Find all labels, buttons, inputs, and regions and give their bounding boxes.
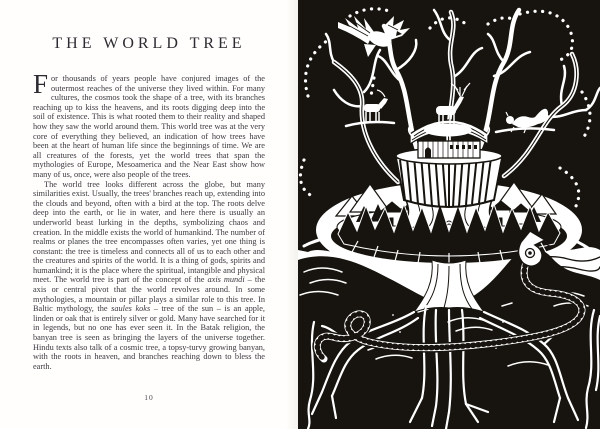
term-saules-koks: saules koks [111, 304, 151, 314]
world-tree-illustration [298, 0, 600, 429]
term-axis-mundi: axis mundi [207, 275, 245, 285]
paragraph-2-text-a: The world tree looks different across the globe, but many similarities exist. Usually, the trees' branches reach up, extending into the clouds and beyond, often with a bird at the top. The roots delve deep into the earth, or lie in water, and here there is usually an underworld beast lurking in the depths, symbolizing chaos and creation. In the middle exists the world of humankind. The number of realms or planes the tree encompasses often varies, yet one thing is constant: the tree is timeless and connects all of us to each other and the creatures and spirits of the world. It is a thing of gods, spirits and humankind; it is the place where the spiritual, intangible and physical meet. The world tree is part of the concept of the [33, 179, 265, 285]
paragraph-1 [33, 69, 265, 180]
right-page [298, 0, 600, 429]
chapter-title: THE WORLD TREE [52, 35, 246, 52]
paragraph-1-text: or thousands of years people have conjured images of the outermost reaches of the universe they lived within. For many cultures, the cosmos took the shape of a tree, with its branches reaching up to kiss the heavens, and its roots digging deep into the soil of existence. This is what rooted them to their reality and shaped how they saw the world around them. This world tree was at the very core of everything they believed, an indication of how trees have been at the heart of human life since the beginnings of time. We are all creatures of the forests, yet the world trees that span the mythologies of Europe, Mesoamerica and the Near East show how many of us, once, were also people of the trees. [33, 74, 265, 179]
paragraph-2-text-b: – the axis or central pivot that the world revolves around. In some mythologies, a mountain or pillar plays a similar role to this tree. In Baltic mythology, the [33, 275, 266, 314]
page-number: 10 [144, 393, 154, 402]
drop-cap: F [33, 69, 49, 99]
left-page [0, 0, 298, 429]
longhouse-door [425, 148, 431, 159]
paragraph-2 [33, 180, 265, 372]
paragraph-2-text-c: – tree of the sun – is an apple, linden or oak that is entirely silver or gold. Many have searched for it in legends, but no one has ever seen it. In the Batak religion, the banyan tree is seen as bringing the layers of the universe together. Hindu texts also talk of a cosmic tree, a topsy-turvy growing banyan, with the roots in heaven, and branches reaching down to bless the earth. [33, 304, 265, 371]
